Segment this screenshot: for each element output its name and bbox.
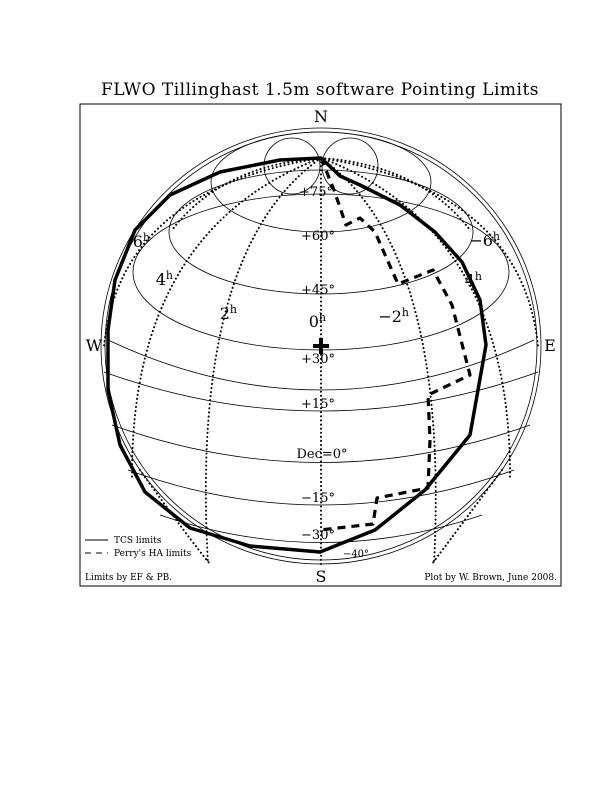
dec-label-45: +45° bbox=[301, 283, 335, 298]
ha-label-2h: 2$^h$ bbox=[219, 303, 237, 323]
dec-label-m40: −40° bbox=[342, 549, 370, 560]
tcs-limit-curve bbox=[108, 158, 486, 552]
dec-label-m15: −15° bbox=[301, 491, 335, 506]
plot-title: FLWO Tillinghast 1.5m software Pointing Limits bbox=[100, 80, 539, 100]
dec-label-60: +60° bbox=[301, 229, 335, 244]
ha-label-m6h: $-6^h$ bbox=[469, 230, 500, 250]
compass-east: E bbox=[544, 336, 556, 355]
compass-south: S bbox=[315, 567, 327, 586]
dec-label-15: +15° bbox=[301, 397, 335, 412]
dec-label-m30: −30° bbox=[301, 528, 335, 543]
ha-label-4h: 4$^h$ bbox=[155, 269, 173, 289]
legend-ha-label: Perry's HA limits bbox=[114, 549, 192, 559]
compass-west: W bbox=[85, 336, 103, 355]
ha-label-m4h: 4$^h$ bbox=[464, 270, 482, 290]
legend-tcs-label: TCS limits bbox=[114, 536, 162, 546]
credit-limits: Limits by EF & PB. bbox=[85, 573, 173, 583]
dec-label-30: +30° bbox=[301, 352, 335, 367]
dec-label-0: Dec=0° bbox=[296, 447, 348, 462]
compass-north: N bbox=[314, 107, 328, 126]
meridian-m6h bbox=[321, 158, 538, 346]
ha-label-m2h: $-2^h$ bbox=[378, 306, 409, 326]
meridian-lower-east bbox=[432, 470, 502, 564]
ha-label-6h: 6$^h$ bbox=[132, 231, 150, 251]
credit-plot: Plot by W. Brown, June 2008. bbox=[424, 573, 557, 583]
dec-label-75: +75° bbox=[299, 185, 333, 200]
ha-label-0h: 0$^h$ bbox=[308, 311, 326, 331]
legend bbox=[85, 536, 192, 559]
meridian-6h bbox=[104, 158, 321, 346]
